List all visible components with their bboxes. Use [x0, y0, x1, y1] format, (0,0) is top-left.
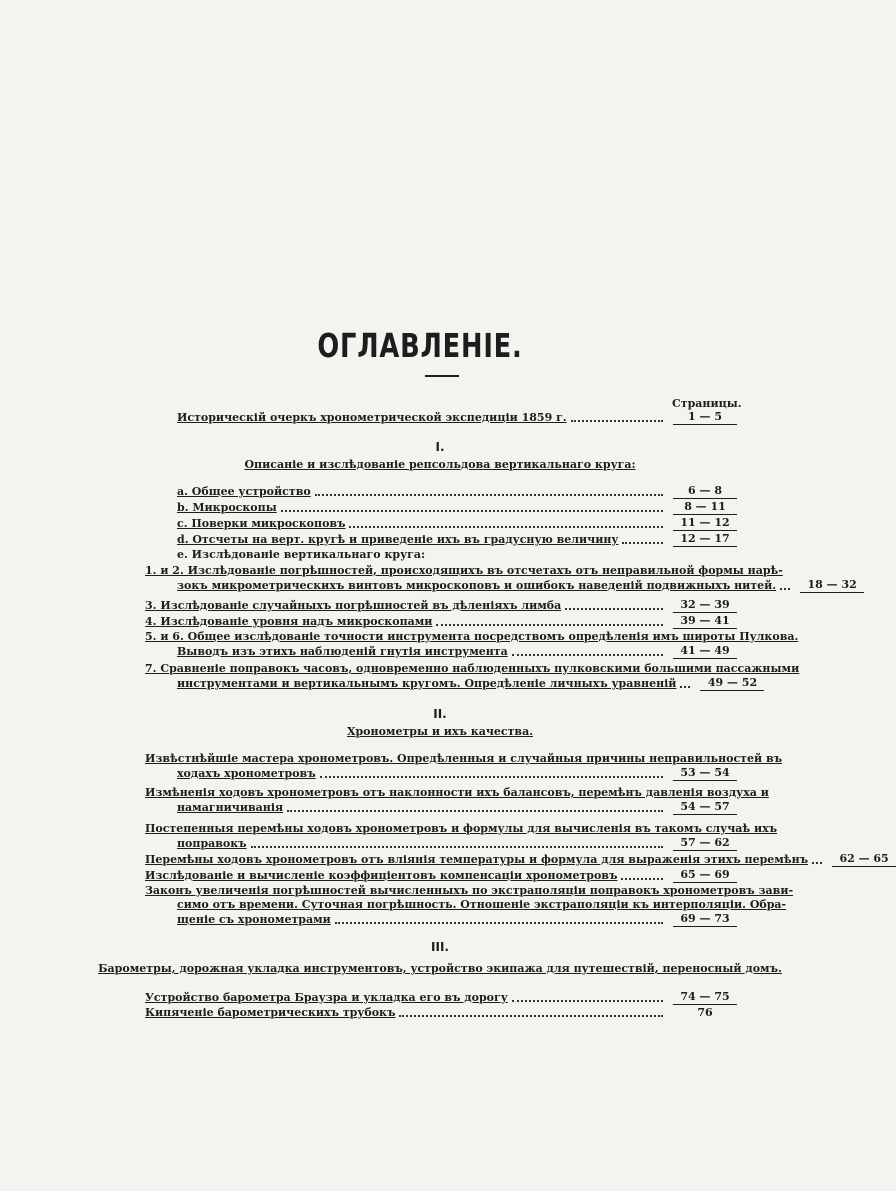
- toc-entry: [145, 598, 737, 613]
- entry-pages: 57 — 62: [673, 836, 737, 851]
- entry-text: d. Отсчеты на верт. кругѣ и приведеніе ихъ въ градусную величину: [177, 533, 619, 546]
- entry-text: намагничиванія: [177, 801, 284, 814]
- toc-entry: [145, 662, 800, 691]
- entry-pages: 11 — 12: [673, 516, 737, 531]
- toc-entry: [145, 990, 737, 1005]
- pages-column-header: Страницы.: [672, 397, 742, 410]
- entry-pages: 49 — 52: [700, 676, 764, 691]
- toc-entry: [145, 1006, 737, 1020]
- section-number: I.: [435, 440, 445, 454]
- entry-pages: 8 — 11: [673, 500, 737, 515]
- entry-pages: 76: [697, 1006, 713, 1019]
- title-divider: [425, 375, 459, 377]
- entry-text: c. Поверки микроскоповъ: [177, 517, 346, 530]
- toc-entry: [177, 500, 737, 515]
- toc-entry: [177, 548, 737, 562]
- entry-text-line: Постепенныя перемѣны ходовъ хронометровъ и формулы для вычисленія въ такомъ случаѣ ихъ: [145, 822, 778, 835]
- entry-text-line: симо отъ времени. Суточная погрѣшность. Отношеніе экстраполяціи къ интерполяціи. Обра-: [177, 898, 787, 911]
- toc-entry: [145, 868, 737, 883]
- entry-text: 3. Изслѣдованіе случайныхъ погрѣшностей въ дѣленіяхъ лимба: [145, 599, 562, 612]
- leader-dots: [320, 776, 663, 778]
- leader-dots: [571, 420, 663, 422]
- leader-dots: [335, 922, 663, 924]
- leader-dots: [251, 846, 663, 848]
- leader-dots: [621, 878, 663, 880]
- leader-dots: [281, 510, 663, 512]
- entry-pages: 65 — 69: [673, 868, 737, 883]
- entry-text: Устройство барометра Браузра и укладка его въ дорогу: [145, 991, 508, 1004]
- page-title: ОГЛАВЛЕНІЕ.: [317, 326, 523, 365]
- entry-pages: 53 — 54: [673, 766, 737, 781]
- toc-entry: [145, 614, 737, 629]
- section-title: Барометры, дорожная укладка инструментовъ, устройство экипажа для путешествій, переносный домъ.: [98, 962, 782, 975]
- entry-pages: 74 — 75: [673, 990, 737, 1005]
- entry-text: ходахъ хронометровъ: [177, 767, 316, 780]
- entry-text: Перемѣны ходовъ хронометровъ отъ вліянія температуры и формула для выраженія этихъ перемѣнъ: [145, 853, 809, 866]
- entry-text-line: 7. Сравненіе поправокъ часовъ, одновременно наблюденныхъ пулковскими большими пассажными: [145, 662, 800, 675]
- entry-text: Изслѣдованіе и вычисленіе коэффиціентовъ компенсаціи хронометровъ: [145, 869, 618, 882]
- entry-text: поправокъ: [177, 837, 247, 850]
- toc-entry: [177, 484, 737, 499]
- toc-entry: [145, 786, 769, 815]
- entry-pages: 69 — 73: [673, 912, 737, 927]
- toc-entry: [145, 564, 857, 593]
- toc-entry: [177, 516, 737, 531]
- leader-dots: [287, 810, 663, 812]
- leader-dots: [512, 1000, 663, 1002]
- section-title: Описаніе и изслѣдованіе репсольдова вертикальнаго круга:: [244, 458, 636, 471]
- leader-dots: [399, 1015, 663, 1017]
- entry-pages: 1 — 5: [673, 410, 737, 425]
- entry-text: Кипяченіе барометрическихъ трубокъ: [145, 1006, 396, 1019]
- leader-dots: [680, 686, 690, 688]
- entry-pages: 62 — 65: [832, 852, 896, 867]
- toc-entry: [177, 532, 737, 547]
- toc-entry: [145, 852, 889, 867]
- leader-dots: [436, 624, 663, 626]
- entry-text-line: Измѣненія ходовъ хронометровъ отъ наклонности ихъ балансовъ, перемѣнъ давленія воздуха и: [145, 786, 769, 799]
- leader-dots: [315, 494, 663, 496]
- entry-pages: 12 — 17: [673, 532, 737, 547]
- entry-text: a. Общее устройство: [177, 485, 311, 498]
- leader-dots: [512, 654, 663, 656]
- entry-text-line: 5. и 6. Общее изслѣдованіе точности инструмента посредствомъ опредѣленія имъ широты Пулкова.: [145, 630, 799, 643]
- entry-text: щеніе съ хронометрами: [177, 913, 331, 926]
- entry-pages: 39 — 41: [673, 614, 737, 629]
- toc-entry: [145, 630, 799, 659]
- toc-entry: [145, 822, 778, 851]
- entry-text: Выводъ изъ этихъ наблюденій гнутія инструмента: [177, 645, 508, 658]
- entry-pages: 18 — 32: [800, 578, 864, 593]
- entry-text: e. Изслѣдованіе вертикальнаго круга:: [177, 548, 426, 561]
- section-number: III.: [431, 940, 449, 954]
- section-title: Хронометры и ихъ качества.: [346, 725, 534, 738]
- entry-pages: 54 — 57: [673, 800, 737, 815]
- toc-entry-intro: [177, 410, 737, 425]
- leader-dots: [622, 542, 663, 544]
- entry-text: b. Микроскопы: [177, 501, 277, 514]
- leader-dots: [780, 588, 790, 590]
- entry-pages: 6 — 8: [673, 484, 737, 499]
- leader-dots: [812, 862, 822, 864]
- leader-dots: [565, 608, 663, 610]
- entry-text: инструментами и вертикальнымъ кругомъ. Опредѣленіе личныхъ уравненій: [177, 677, 677, 690]
- toc-entry: [145, 752, 783, 781]
- entry-text: Историческій очеркъ хронометрической экспедиціи 1859 г.: [177, 411, 567, 424]
- entry-text-line: Законъ увеличенія погрѣшностей вычисленныхъ по экстраполяціи поправокъ хронометровъ зави-: [145, 884, 794, 897]
- entry-text-line: Извѣстнѣйшіе мастера хронометровъ. Опредѣленныя и случайныя причины неправильностей въ: [145, 752, 783, 765]
- entry-pages: 32 — 39: [673, 598, 737, 613]
- leader-dots: [349, 526, 663, 528]
- entry-text: 4. Изслѣдованіе уровня надъ микроскопами: [145, 615, 433, 628]
- toc-entry: [145, 884, 794, 927]
- entry-text: зокъ микрометрическихъ винтовъ микроскоповъ и ошибокъ наведеній подвижныхъ нитей.: [177, 579, 777, 592]
- entry-text-line: 1. и 2. Изслѣдованіе погрѣшностей, происходящихъ въ отсчетахъ отъ неправильной формы нарѣ-: [145, 564, 783, 577]
- section-number: II.: [433, 707, 447, 721]
- entry-pages: 41 — 49: [673, 644, 737, 659]
